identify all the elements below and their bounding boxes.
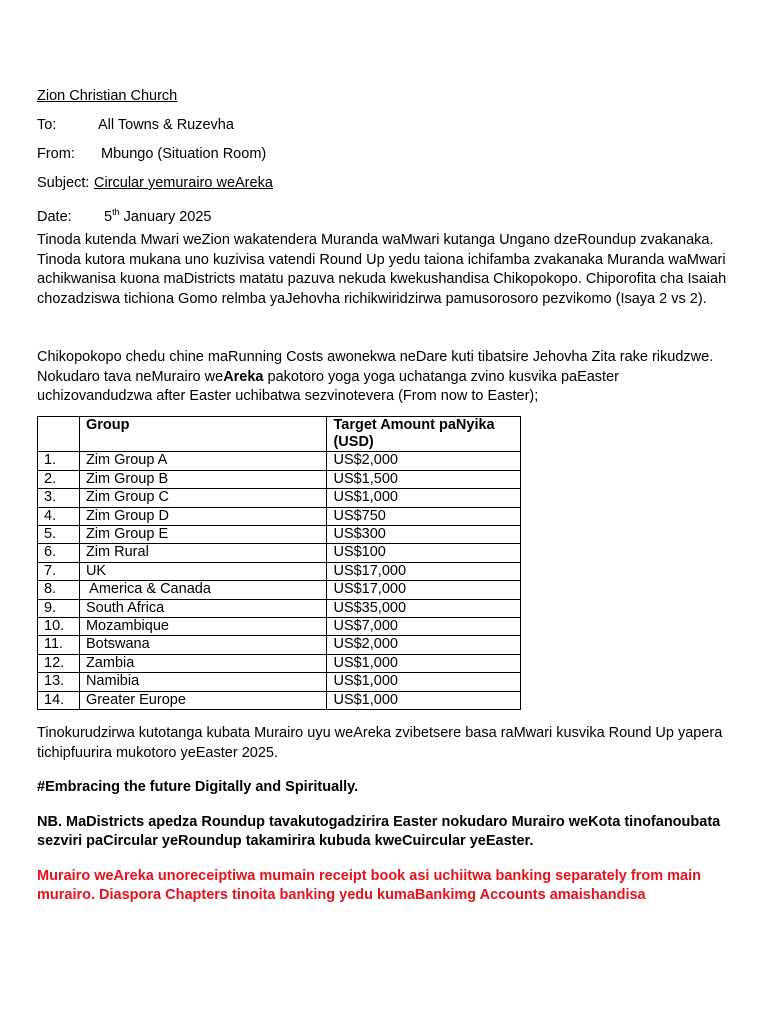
subject-value: Circular yemurairo weAreka [94,175,273,191]
church-name: Zion Christian Church [37,88,178,104]
row-group: Zambia [79,654,327,672]
row-group: Zim Group B [79,470,327,488]
row-target: US$100 [327,544,521,562]
table-row [38,636,521,654]
row-group: Zim Group C [79,489,327,507]
table-row [38,617,521,635]
row-group: Zim Group D [79,507,327,525]
row-number: 4. [38,507,80,525]
to-label: To: [37,117,57,133]
row-target: US$1,000 [327,691,521,709]
row-target: US$1,000 [327,673,521,691]
table-row [38,673,521,691]
table-row [38,691,521,709]
banking-note: Murairo weAreka unoreceiptiwa mumain receipt book asi uchiitwa banking separately from main murairo. Diaspora Chapters tinoita banking yedu kumaBankimg Accounts amaishandisa [37,867,701,903]
row-target: US$750 [327,507,521,525]
circular-document [37,86,737,906]
table-row [38,581,521,599]
row-group: Botswana [79,636,327,654]
nb-note: NB. MaDistricts apedza Roundup tavakutogadzirira Easter nokudaro Murairo weKota tinofanoubata sezviri paCircular yeRoundup takamirira kubuda kweCuircular yeEaster. [37,813,721,849]
row-target: US$300 [327,525,521,543]
table-row [38,562,521,580]
row-target: US$7,000 [327,617,521,635]
table-row [38,507,521,525]
row-number: 8. [38,581,80,599]
table-row [38,544,521,562]
to-line [37,115,737,144]
row-target: US$17,000 [327,562,521,580]
row-number: 7. [38,562,80,580]
header-group: Group [79,416,327,452]
from-label: From: [37,146,75,162]
date-rest: January 2025 [119,208,212,225]
row-group: Zim Rural [79,544,327,562]
row-group: UK [79,562,327,580]
row-group: Zim Group E [79,525,327,543]
table-row [38,525,521,543]
row-number: 3. [38,489,80,507]
row-target: US$1,000 [327,654,521,672]
row-number: 1. [38,452,80,470]
targets-table [37,416,521,711]
row-number: 13. [38,673,80,691]
table-row [38,470,521,488]
header-number [38,416,80,452]
row-group: Greater Europe [79,691,327,709]
header-target: Target Amount paNyika (USD) [327,416,521,452]
table-row [38,654,521,672]
running-costs-paragraph [37,348,737,407]
row-number: 2. [38,470,80,488]
row-group: Mozambique [79,617,327,635]
date-suffix: th [112,207,120,217]
date-line [37,202,737,231]
table-row [38,452,521,470]
encouragement-paragraph: Tinokurudzirwa kutotanga kubata Murairo uyu weAreka zvibetsere basa raMwari kusvika Round Up yapera tichipfuurira mukotoro yeEaster 2025. [37,725,723,761]
row-target: US$2,000 [327,452,521,470]
row-number: 11. [38,636,80,654]
row-number: 10. [38,617,80,635]
intro-paragraph: Tinoda kutenda Mwari weZion wakatendera Muranda waMwari kutanga Ungano dzeRoundup zvakanaka. Tinoda kutora mukana uno kuzivisa vatendi Round Up yedu taiona ichifamba zvakanaka Muranda waMwari achikwanisa kuona maDistricts matatu pazuva nekuda kwekushandisa Chikopokopo. Chiporofita cha Isaiah chozadziswa tichiona Gomo relmba yaJehovha richikwiridzirwa pamusorosoro pezvikomo (Isaya 2 vs 2). [37,232,727,307]
table-row [38,599,521,617]
row-number: 9. [38,599,80,617]
para2-bold: Areka [223,368,264,385]
row-number: 5. [38,525,80,543]
date-label: Date: [37,208,72,225]
row-group: Namibia [79,673,327,691]
row-group: South Africa [79,599,327,617]
hashtag-line: #Embracing the future Digitally and Spiritually. [37,779,359,795]
from-value: Mbungo (Situation Room) [101,146,267,162]
date-day: 5 [104,208,113,225]
para2-text-b: pakotoro yoga yoga uchatanga zvino kusvika paEaster uchizovandudzwa after Easter uchibatwa sezvinotevera (From now to Easter); [37,368,619,404]
table-row [38,489,521,507]
row-group: Zim Group A [79,452,327,470]
subject-label: Subject: [37,175,90,191]
row-number: 6. [38,544,80,562]
row-target: US$17,000 [327,581,521,599]
row-target: US$35,000 [327,599,521,617]
from-line [37,144,737,173]
table-header-row [38,416,521,452]
row-target: US$2,000 [327,636,521,654]
row-number: 12. [38,654,80,672]
row-group: America & Canada [79,581,327,599]
row-number: 14. [38,691,80,709]
para2-text-a: Chikopokopo chedu chine maRunning Costs awonekwa neDare kuti tibatsire Jehovha Zita rake rikudzwe. Nokudaro tava neMurairo we [37,349,714,385]
row-target: US$1,500 [327,470,521,488]
subject-line [37,173,737,202]
to-value: All Towns & Ruzevha [98,117,234,133]
row-target: US$1,000 [327,489,521,507]
